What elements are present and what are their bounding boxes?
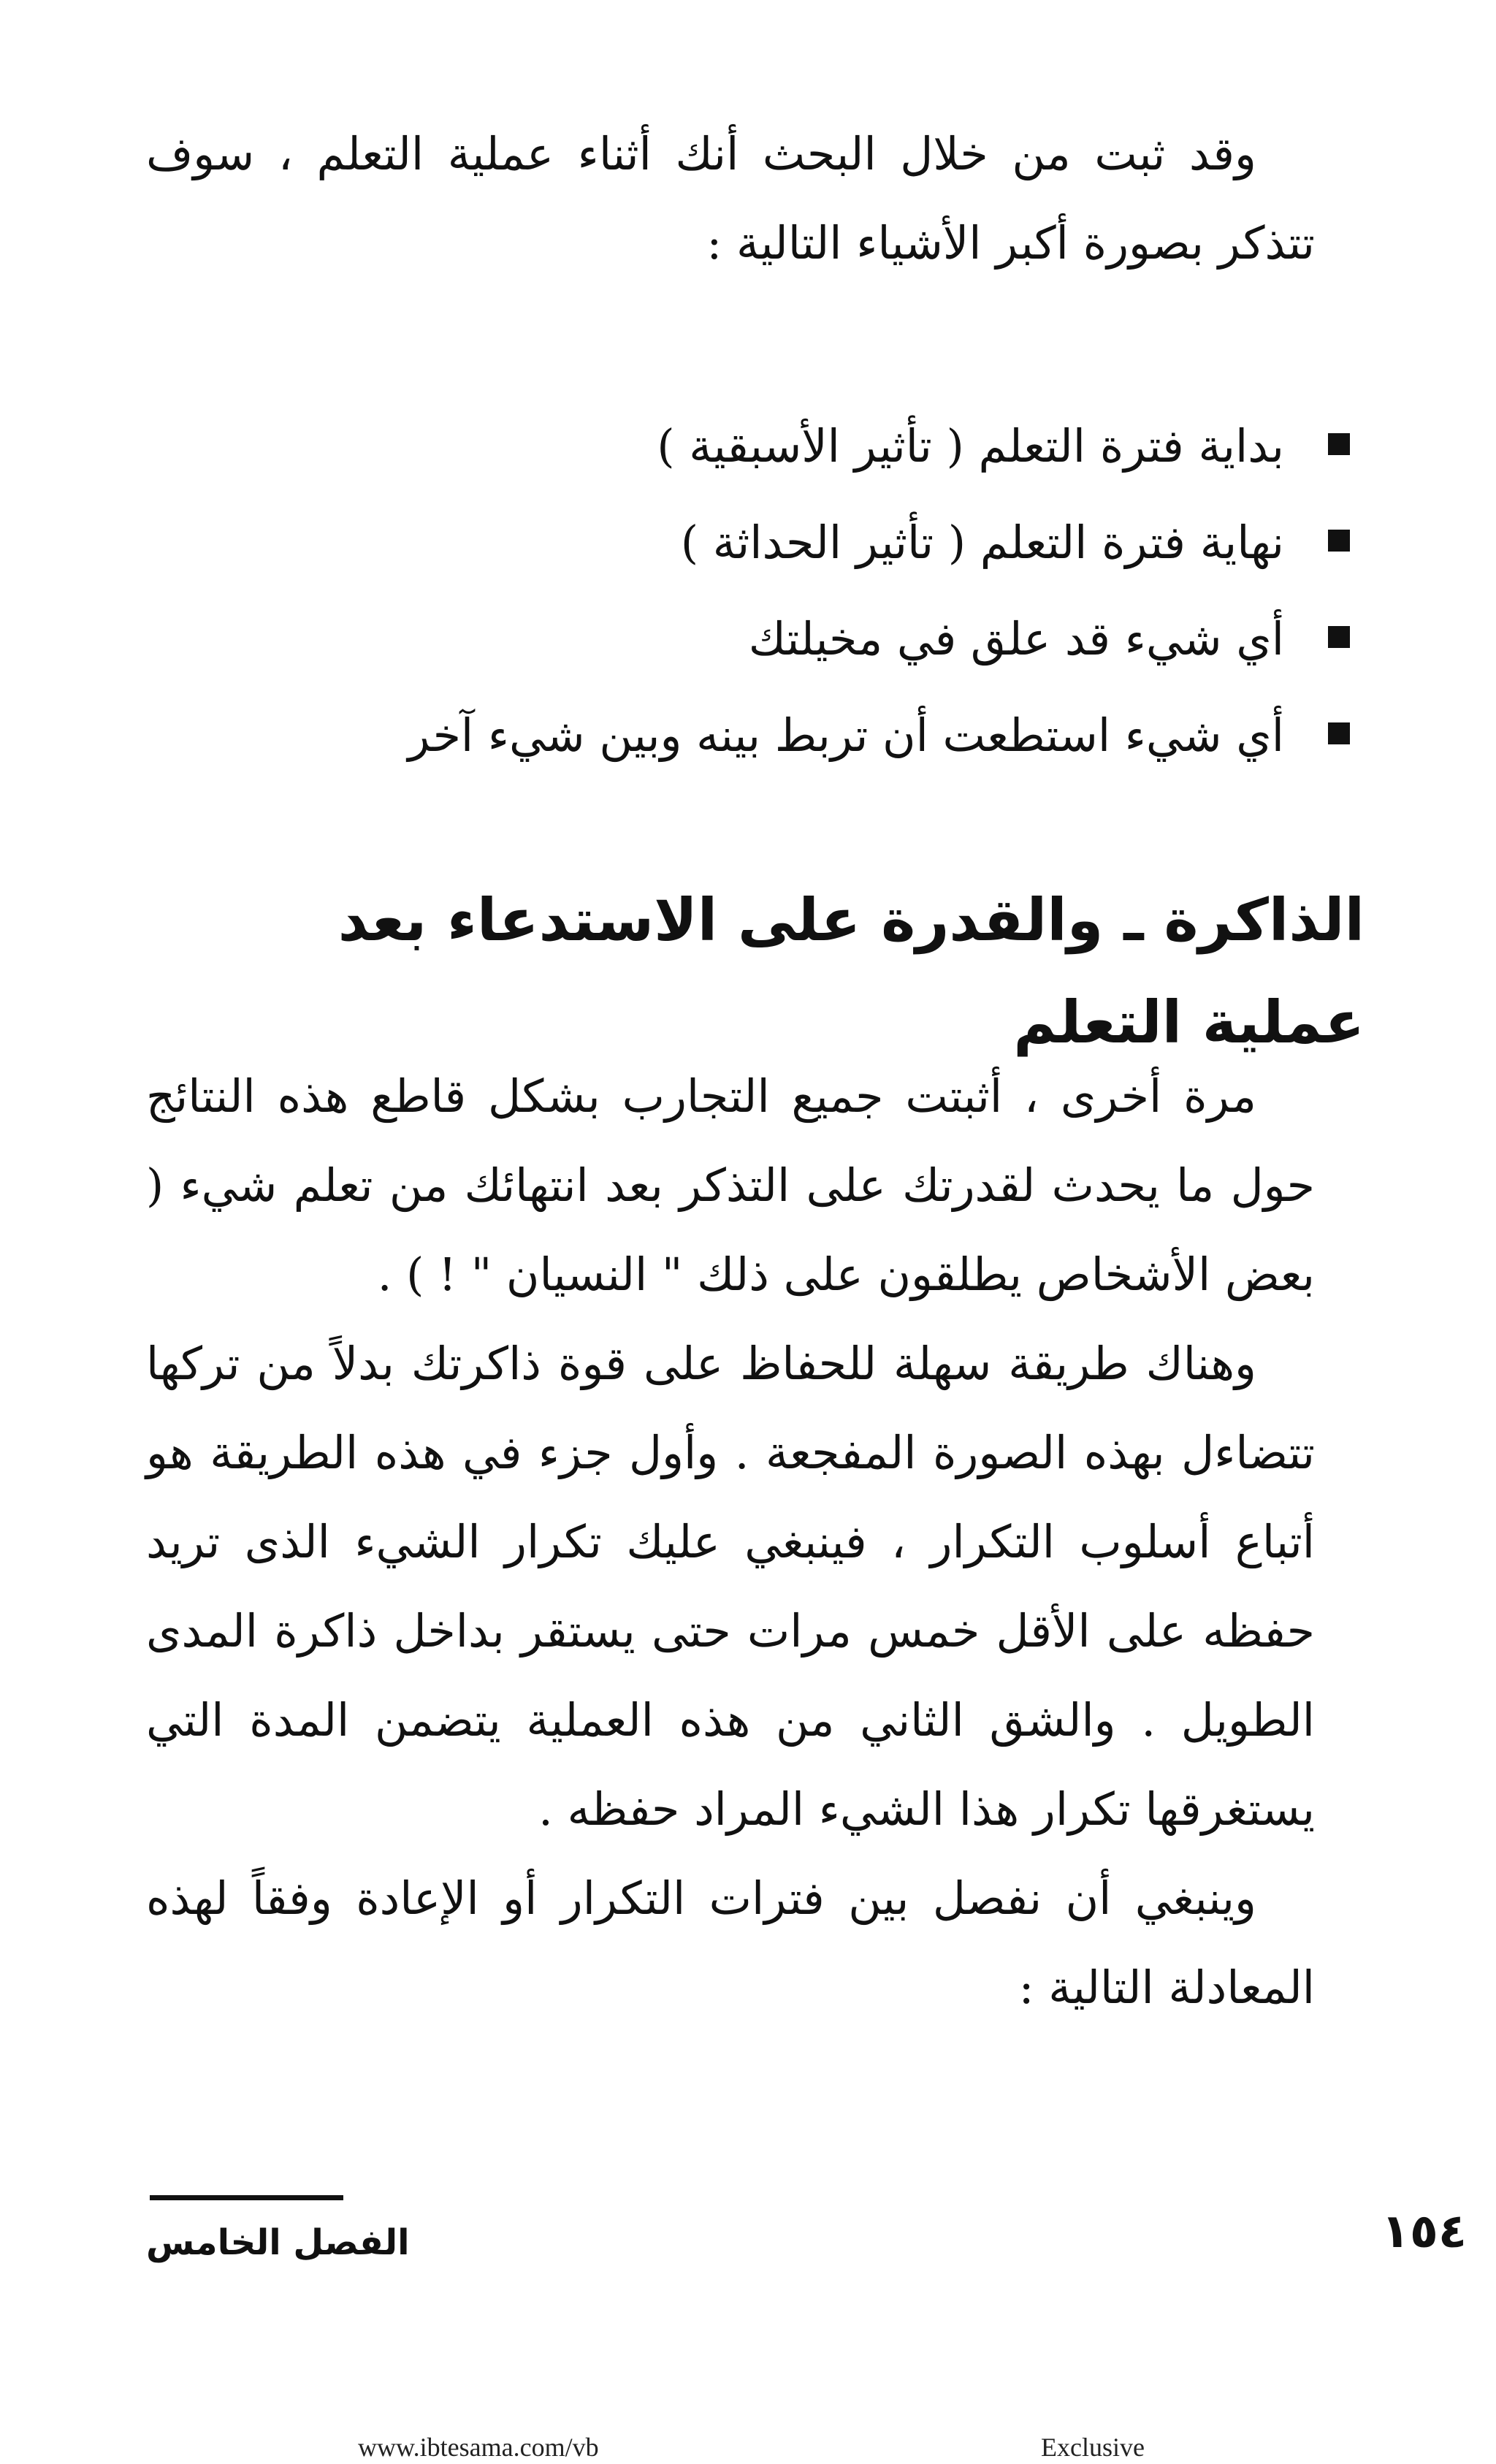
- intro-paragraph: [146, 110, 1315, 288]
- list-item-text: أي شيء قد علق في مخيلتك: [748, 612, 1284, 665]
- footer-rule: [150, 2195, 343, 2200]
- bullet-list: [181, 398, 1350, 784]
- square-bullet-icon: [1328, 626, 1350, 648]
- page-number: ١٥٤: [1381, 2205, 1467, 2259]
- list-item: [181, 495, 1350, 591]
- list-item: [181, 687, 1350, 784]
- body-paragraph: وينبغي أن نفصل بين فترات التكرار أو الإعادة وفقاً لهذه المعادلة التالية :: [146, 1872, 1315, 2014]
- intro-text: وقد ثبت من خلال البحث أنك أثناء عملية التعلم ، سوف تتذكر بصورة أكبر الأشياء التالية :: [146, 127, 1315, 270]
- list-item: [181, 398, 1350, 495]
- list-item-text: أي شيء استطعت أن تربط بينه وبين شيء آخر: [408, 709, 1284, 762]
- square-bullet-icon: [1328, 530, 1350, 552]
- body-paragraph: وهناك طريقة سهلة للحفاظ على قوة ذاكرتك بدلاً من تركها تتضاءل بهذه الصورة المفجعة . وأول جزء في هذه الطريقة هو أتباع أسلوب التكرار ، فينبغي عليك تكرار الشيء الذى تريد حفظه على الأقل خمس مرات حتى يستقر بداخل ذاكرة المدى الطويل . والشق الثاني من هذه العملية يتضمن المدة التي يستغرقها تكرار هذا الشيء المراد حفظه .: [146, 1337, 1315, 1836]
- watermark-url: www.ibtesama.com/vb: [358, 2433, 599, 2462]
- section-body: [146, 1052, 1315, 2032]
- watermark-tag: Exclusive: [1041, 2433, 1145, 2462]
- square-bullet-icon: [1328, 433, 1350, 455]
- body-paragraph: مرة أخرى ، أثبتت جميع التجارب بشكل قاطع هذه النتائج حول ما يحدث لقدرتك على التذكر بعد انتهائك من تعلم شيء ( بعض الأشخاص يطلقون على ذلك " النسيان " ! ) .: [146, 1069, 1315, 1301]
- list-item-text: نهاية فترة التعلم ( تأثير الحداثة ): [680, 516, 1284, 569]
- list-item-text: بداية فترة التعلم ( تأثير الأسبقية ): [657, 419, 1284, 473]
- chapter-title: الفصل الخامس: [146, 2222, 410, 2263]
- section-heading: الذاكرة ـ والقدرة على الاستدعاء بعد عملية التعلم: [337, 886, 1365, 1056]
- list-item: [181, 591, 1350, 687]
- square-bullet-icon: [1328, 722, 1350, 744]
